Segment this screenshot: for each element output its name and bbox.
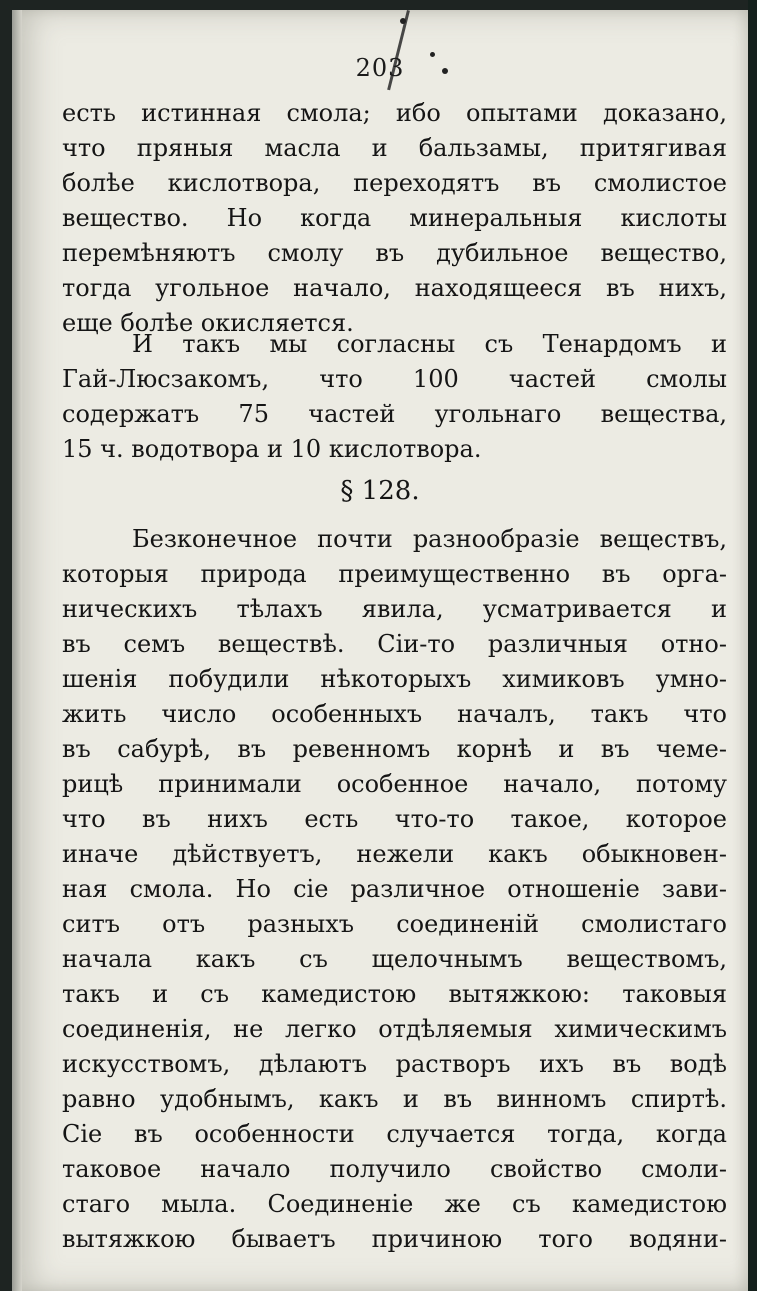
text-line: содержатъ 75 частей угольнаго вещества, xyxy=(62,400,727,428)
text-line: что пряныя масла и бальзамы, притягивая xyxy=(62,134,727,162)
text-line: вытяжкою бываетъ причиною того водяни- xyxy=(62,1225,727,1253)
text-line: И такъ мы согласны съ Тенардомъ и xyxy=(132,330,727,358)
text-line: въ сабурѣ, въ ревенномъ корнѣ и въ чеме- xyxy=(62,735,727,763)
text-line: ная смола. Но сіе различное отношеніе зави- xyxy=(62,875,727,903)
page-number: 203 xyxy=(355,54,405,82)
text-line: Безконечное почти разнообразіе веществъ, xyxy=(132,525,727,553)
text-line: стаго мыла. Соединеніе же съ камедистою xyxy=(62,1190,727,1218)
text-line: начала какъ съ щелочнымъ веществомъ, xyxy=(62,945,727,973)
text-line: которыя природа преимущественно въ орга- xyxy=(62,560,727,588)
paragraph-2 xyxy=(62,327,727,467)
page-gutter-shadow xyxy=(12,10,22,1291)
book-page xyxy=(12,10,748,1291)
text-line: ническихъ тѣлахъ явила, усматривается и xyxy=(62,595,727,623)
text-line: въ семъ веществѣ. Сіи-то различныя отно- xyxy=(62,630,727,658)
text-line: 15 ч. водотвора и 10 кислотвора. xyxy=(62,435,482,463)
text-line: шенія побудили нѣкоторыхъ химиковъ умно- xyxy=(62,665,727,693)
text-line: рицѣ принимали особенное начало, потому xyxy=(62,770,727,798)
text-line: соединенія, не легко отдѣляемыя химическимъ xyxy=(62,1015,727,1043)
text-line: равно удобнымъ, какъ и въ винномъ спиртѣ. xyxy=(62,1085,727,1113)
paragraph-1 xyxy=(62,96,727,341)
text-line: болѣе кислотвора, переходятъ въ смолистое xyxy=(62,169,727,197)
text-line: есть истинная смола; ибо опытами доказано, xyxy=(62,99,727,127)
text-line: Сіе въ особенности случается тогда, когда xyxy=(62,1120,727,1148)
text-line: ситъ отъ разныхъ соединеній смолистаго xyxy=(62,910,727,938)
text-line: еще болѣе окисляется. xyxy=(62,309,354,337)
text-line: иначе дѣйствуетъ, нежели какъ обыкновен- xyxy=(62,840,727,868)
text-line: таковое начало получило свойство смоли- xyxy=(62,1155,727,1183)
ink-dot-mark xyxy=(400,18,406,24)
text-line: такъ и съ камедистою вытяжкою: таковыя xyxy=(62,980,727,1008)
text-line: тогда угольное начало, находящееся въ нихъ, xyxy=(62,274,727,302)
text-line: искусствомъ, дѣлаютъ растворъ ихъ въ водѣ xyxy=(62,1050,727,1078)
text-line: что въ нихъ есть что-то такое, которое xyxy=(62,805,727,833)
section-heading: § 128. xyxy=(340,476,420,506)
text-line: жить число особенныхъ началъ, такъ что xyxy=(62,700,727,728)
paragraph-3 xyxy=(62,522,727,1257)
text-line: вещество. Но когда минеральныя кислоты xyxy=(62,204,727,232)
dark-background-edge xyxy=(748,0,757,1291)
text-line: Гай-Люсзакомъ, что 100 частей смолы xyxy=(62,365,727,393)
text-line: перемѣняютъ смолу въ дубильное вещество, xyxy=(62,239,727,267)
